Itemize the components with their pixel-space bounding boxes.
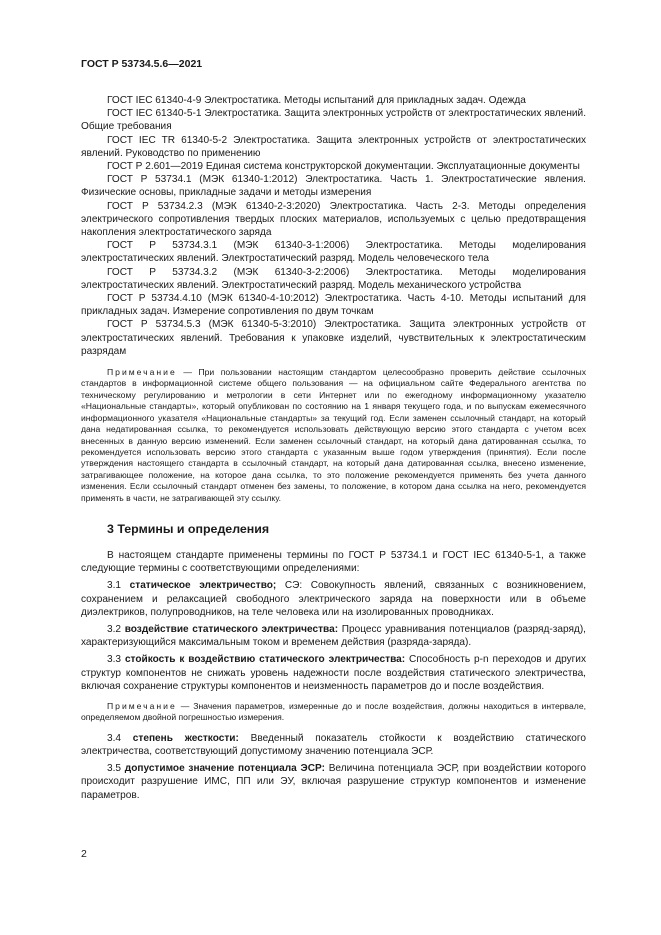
- reference-item: ГОСТ Р 53734.5.3 (МЭК 61340-5-3:2010) Электростатика. Защита электронных устройств от электростатических явлений. Требования к упаковке изделий, чувствительных к электростатическим разрядам: [81, 319, 586, 357]
- reference-item: ГОСТ IEC 61340-5-1 Электростатика. Защита электронных устройств от электростатических явлений. Общие требования: [81, 108, 586, 133]
- section-intro: В настоящем стандарте применены термины по ГОСТ Р 53734.1 и ГОСТ IEC 61340-5-1, а также следующие термины с соответствующими определениями:: [81, 549, 586, 575]
- term-definition: Введенный показатель стойкости к воздействию статического электричества, соответствующий допустимому значению потенциала ЭСР.: [81, 732, 586, 757]
- note-label: Примечание: [107, 367, 177, 378]
- document-header: ГОСТ Р 53734.5.6—2021: [81, 58, 203, 70]
- term-3-1: [81, 579, 586, 619]
- term-3-5: [81, 762, 586, 802]
- page-number: 2: [81, 848, 87, 860]
- reference-item: ГОСТ Р 53734.4.10 (МЭК 61340-4-10:2012) Электростатика. Часть 4-10. Методы испытаний для прикладных задач. Измерение сопротивления по двум точкам: [81, 293, 586, 318]
- note-label: Примечание: [107, 700, 177, 711]
- term-number: 3.5: [107, 763, 125, 775]
- reference-item: ГОСТ Р 53734.1 (МЭК 61340-1:2012) Электростатика. Часть 1. Электростатические явления. Физические основы, прикладные задачи и методы измерения: [81, 174, 586, 199]
- term-name: степень жесткости:: [132, 732, 239, 744]
- term-number: 3.4: [107, 732, 133, 744]
- reference-item: ГОСТ IEC 61340-4-9 Электростатика. Методы испытаний для прикладных задач. Одежда: [107, 95, 526, 106]
- term-name: стойкость к воздействию статического электричества:: [124, 654, 406, 666]
- section-heading: 3 Термины и определения: [107, 521, 270, 536]
- term-definition: СЭ: Совокупность явлений, связанных с возникновением, сохранением и релаксацией свободного электрического заряда на поверхности или в объеме диэлектриков, полупроводников, на теле человека или на изолированных проводниках.: [81, 580, 586, 618]
- term-name: допустимое значение потенциала ЭСР:: [124, 763, 325, 775]
- term-definition: Способность p-n переходов и других структур компонентов не снижать уровень надежности после воздействия статического электричества, включая сохранение структуры компонентов и неизменность параметров до и после воздействия.: [81, 654, 586, 692]
- term-name: статическое электричество;: [129, 580, 277, 592]
- reference-item: ГОСТ Р 53734.3.2 (МЭК 61340-3-2:2006) Электростатика. Методы моделирования электростатических явлений. Электростатический разряд. Модель механического устройства: [81, 266, 586, 291]
- reference-item: ГОСТ Р 53734.2.3 (МЭК 61340-2-3:2020) Электростатика. Часть 2-3. Методы определения электрического сопротивления твердых плоских материалов, используемых с целью предотвращения накопления электростатического заряда: [81, 200, 586, 239]
- term-number: 3.3: [107, 654, 125, 666]
- note-references: [81, 367, 586, 504]
- term-3-2: [81, 623, 586, 649]
- term-number: 3.1: [107, 580, 130, 592]
- document-body: [81, 94, 586, 802]
- reference-item: ГОСТ IEC TR 61340-5-2 Электростатика. Защита электронных устройств от электростатических явлений. Руководство по применению: [81, 134, 586, 159]
- note-text: — Значения параметров, измеренные до и после воздействия, должны находиться в интервале, определяемом двойной погрешностью измерения.: [81, 700, 586, 723]
- note-text: — При пользовании настоящим стандартом целесообразно проверить действие ссылочных стандартов в информационной системе общего пользования — на официальном сайте Федерального агентства по техническому регулированию и метрологии в сети Интернет или по ежегодному информационному указателю «Национальные стандарты», который опубликован по состоянию на 1 января текущего года, и по выпускам ежемесячного информационного указателя «Национальные стандарты» за текущий год. Если заменен ссылочный стандарт, на который дана недатированная ссылка, то рекомендуется использовать действующую версию этого стандарта с учетом всех внесенных в данную версию изменений. Если заменен ссылочный стандарт, на который дана датированная ссылка, то рекомендуется использовать версию этого стандарта с указанным выше годом утверждения (принятия). Если после утверждения настоящего стандарта в ссылочный стандарт, на который дана датированная ссылка, внесено изменение, затрагивающее положение, на которое дана ссылка, то это положение рекомендуется применять без учета данного изменения. Если ссылочный стандарт отменен без замены, то положение, в котором дана ссылка на него, рекомендуется применять в части, не затрагивающей эту ссылку.: [81, 367, 586, 503]
- term-3-3: [81, 653, 586, 693]
- term-number: 3.2: [107, 623, 125, 635]
- term-name: воздействие статического электричества:: [124, 623, 339, 635]
- term-definition: Процесс уравнивания потенциалов (разряд-заряд), характеризующийся максимальным током и временем действия (разряда-заряда).: [81, 623, 586, 649]
- term-3-4: [81, 732, 586, 758]
- reference-item: ГОСТ Р 53734.3.1 (МЭК 61340-3-1:2006) Электростатика. Методы моделирования электростатических явлений. Электростатический разряд. Модель человеческого тела: [81, 240, 586, 265]
- note-term-3-3: [81, 701, 586, 724]
- reference-list: [81, 94, 586, 358]
- reference-item: ГОСТ Р 2.601—2019 Единая система конструкторской документации. Эксплуатационные документы: [107, 161, 580, 173]
- term-definition: Величина потенциала ЭСР, при воздействии которого происходит разрушение ИМС, ПП или ЭУ, включая разрушение структур компонентов и изменение параметров.: [81, 763, 586, 801]
